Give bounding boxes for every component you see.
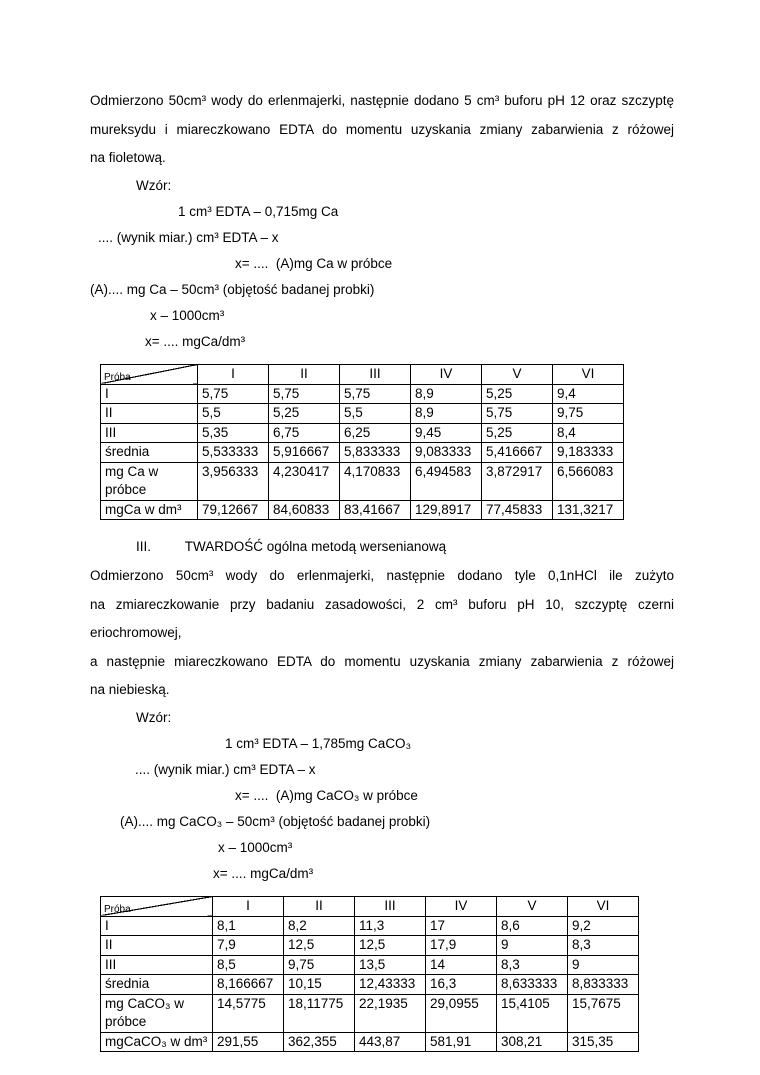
table-cell: 5,75	[269, 384, 340, 404]
table-row	[101, 1032, 639, 1052]
table-corner-cell	[101, 364, 198, 384]
table-cell: 5,75	[340, 384, 411, 404]
column-header: VI	[568, 896, 639, 916]
table-cell: 8,3	[497, 955, 568, 975]
formula-line: (A).... mg CaCO₃ – 50cm³ (objętość badanej probki)	[120, 813, 431, 829]
table-cell: 5,75	[482, 404, 553, 424]
column-header: I	[213, 896, 284, 916]
table-row	[101, 916, 639, 936]
formula-line: 1 cm³ EDTA – 0,715mg Ca	[178, 203, 339, 219]
table-cell: 308,21	[497, 1032, 568, 1052]
table-cell: 7,9	[213, 936, 284, 956]
table-header-row	[101, 364, 624, 384]
paragraph-line: na niebieską.	[90, 682, 170, 697]
row-label: mg Ca w próbce	[101, 462, 198, 500]
table-cell: 5,25	[269, 404, 340, 424]
row-label: mgCaCO₃ w dm³	[101, 1032, 213, 1052]
table-cell: 4,170833	[340, 462, 411, 500]
table-row	[101, 462, 624, 500]
column-header: II	[284, 896, 355, 916]
table-cell: 5,35	[198, 423, 269, 443]
calcium-paragraph	[90, 87, 674, 173]
column-header: IV	[426, 896, 497, 916]
table-cell: 3,872917	[482, 462, 553, 500]
table-cell: 291,55	[213, 1032, 284, 1052]
formula-line: x= .... (A)mg CaCO₃ w próbce	[235, 787, 418, 803]
table-cell: 16,3	[426, 975, 497, 995]
table-cell: 13,5	[355, 955, 426, 975]
table-cell: 18,11775	[284, 994, 355, 1032]
row-label: I	[101, 384, 198, 404]
table-cell: 17	[426, 916, 497, 936]
table-cell: 8,9	[411, 384, 482, 404]
row-label: mg CaCO₃ w próbce	[101, 994, 213, 1032]
table-cell: 8,833333	[568, 975, 639, 995]
table-cell: 362,355	[284, 1032, 355, 1052]
table-cell: 14	[426, 955, 497, 975]
table-row	[101, 975, 639, 995]
section-heading	[90, 533, 674, 561]
row-label: III	[101, 955, 213, 975]
table-header-row	[101, 896, 639, 916]
table-cell: 8,4	[553, 423, 624, 443]
table-cell: 29,0955	[426, 994, 497, 1032]
table-cell: 581,91	[426, 1032, 497, 1052]
table-cell: 5,416667	[482, 443, 553, 463]
formula-line: x – 1000cm³	[218, 839, 293, 855]
column-header: III	[355, 896, 426, 916]
table-row	[101, 423, 624, 443]
table-row	[101, 936, 639, 956]
table-cell: 9,75	[553, 404, 624, 424]
row-label: I	[101, 916, 213, 936]
table-row	[101, 500, 624, 520]
table-row	[101, 384, 624, 404]
table-cell: 8,633333	[497, 975, 568, 995]
formula-line: x= .... mgCa/dm³	[145, 333, 246, 349]
table-cell: 11,3	[355, 916, 426, 936]
formula-line: x= .... (A)mg Ca w próbce	[235, 255, 393, 271]
table-row	[101, 955, 639, 975]
table-cell: 5,25	[482, 384, 553, 404]
table-cell: 9,083333	[411, 443, 482, 463]
formula-line: (A).... mg Ca – 50cm³ (objętość badanej probki)	[90, 281, 375, 297]
formula-line: x – 1000cm³	[150, 307, 225, 323]
table-cell: 12,5	[355, 936, 426, 956]
table-cell: 17,9	[426, 936, 497, 956]
row-label: średnia	[101, 443, 198, 463]
paragraph-line: Odmierzono 50cm³ wody do erlenmajerki, następnie dodano tyle 0,1nHCl ile zużyto	[90, 568, 674, 583]
table-cell: 8,166667	[213, 975, 284, 995]
table-cell: 5,75	[198, 384, 269, 404]
section-calcium	[90, 87, 674, 520]
calcium-results-table	[100, 364, 624, 521]
formula-label: Wzór:	[136, 177, 172, 193]
table-cell: 9,75	[284, 955, 355, 975]
row-label: mgCa w dm³	[101, 500, 198, 520]
table-cell: 6,75	[269, 423, 340, 443]
table-cell: 9	[568, 955, 639, 975]
table-cell: 4,230417	[269, 462, 340, 500]
formula-label: Wzór:	[136, 709, 172, 725]
row-label: średnia	[101, 975, 213, 995]
heading-text: TWARDOŚĆ ogólna metodą wersenianową	[184, 539, 447, 554]
table-cell: 8,5	[213, 955, 284, 975]
formula-line: .... (wynik miar.) cm³ EDTA – x	[98, 229, 279, 245]
paragraph-line: a następnie miareczkowano EDTA do momentu uzyskania zmiany zabarwienia z różowej	[90, 653, 674, 669]
column-header: V	[497, 896, 568, 916]
paragraph-line: na zmiareczkowanie przy badaniu zasadowości, 2 cm³ buforu pH 10, szczyptę czerni eriochromowej,	[90, 596, 674, 640]
table-cell: 9,2	[568, 916, 639, 936]
table-cell: 129,8917	[411, 500, 482, 520]
table-cell: 83,41667	[340, 500, 411, 520]
table-cell: 131,3217	[553, 500, 624, 520]
corner-label: Próba	[104, 371, 131, 383]
table-cell: 22,1935	[355, 994, 426, 1032]
hardness-results-table	[100, 896, 639, 1053]
table-row	[101, 443, 624, 463]
table-cell: 6,566083	[553, 462, 624, 500]
table-cell: 8,3	[568, 936, 639, 956]
table-cell: 5,25	[482, 423, 553, 443]
table-cell: 8,6	[497, 916, 568, 936]
column-header: IV	[411, 364, 482, 384]
table-cell: 14,5775	[213, 994, 284, 1032]
hardness-paragraph	[90, 562, 674, 705]
table-cell: 5,533333	[198, 443, 269, 463]
formula-line: x= .... mgCa/dm³	[213, 865, 314, 881]
formula-line: 1 cm³ EDTA – 1,785mg CaCO₃	[225, 735, 412, 751]
table-cell: 12,5	[284, 936, 355, 956]
table-cell: 9,183333	[553, 443, 624, 463]
heading-number: III.	[136, 539, 152, 554]
table-cell: 8,1	[213, 916, 284, 936]
table-cell: 6,494583	[411, 462, 482, 500]
column-header: II	[269, 364, 340, 384]
table-cell: 5,916667	[269, 443, 340, 463]
table-cell: 15,7675	[568, 994, 639, 1032]
table-cell: 9,45	[411, 423, 482, 443]
table-cell: 5,5	[198, 404, 269, 424]
table-cell: 443,87	[355, 1032, 426, 1052]
paragraph-line: mureksydu i miareczkowano EDTA do momentu uzyskania zmiany zabarwienia z różowej	[90, 121, 674, 137]
table-row	[101, 404, 624, 424]
table-corner-cell	[101, 896, 213, 916]
row-label: II	[101, 404, 198, 424]
table-cell: 79,12667	[198, 500, 269, 520]
row-label: III	[101, 423, 198, 443]
table-cell: 8,2	[284, 916, 355, 936]
table-cell: 9	[497, 936, 568, 956]
table-cell: 5,5	[340, 404, 411, 424]
corner-label: Próba	[104, 903, 131, 915]
table-cell: 15,4105	[497, 994, 568, 1032]
table-cell: 9,4	[553, 384, 624, 404]
section-hardness	[90, 533, 674, 1052]
column-header: III	[340, 364, 411, 384]
table-cell: 12,43333	[355, 975, 426, 995]
paragraph-line: Odmierzono 50cm³ wody do erlenmajerki, następnie dodano 5 cm³ buforu pH 12 oraz szczyptę	[90, 93, 674, 108]
table-cell: 315,35	[568, 1032, 639, 1052]
table-cell: 77,45833	[482, 500, 553, 520]
table-cell: 6,25	[340, 423, 411, 443]
table-cell: 5,833333	[340, 443, 411, 463]
row-label: II	[101, 936, 213, 956]
paragraph-line: na fioletową.	[90, 150, 166, 165]
table-row	[101, 994, 639, 1032]
formula-line: .... (wynik miar.) cm³ EDTA – x	[135, 761, 316, 777]
column-header: I	[198, 364, 269, 384]
column-header: V	[482, 364, 553, 384]
table-cell: 8,9	[411, 404, 482, 424]
column-header: VI	[553, 364, 624, 384]
table-cell: 10,15	[284, 975, 355, 995]
table-cell: 84,60833	[269, 500, 340, 520]
table-cell: 3,956333	[198, 462, 269, 500]
